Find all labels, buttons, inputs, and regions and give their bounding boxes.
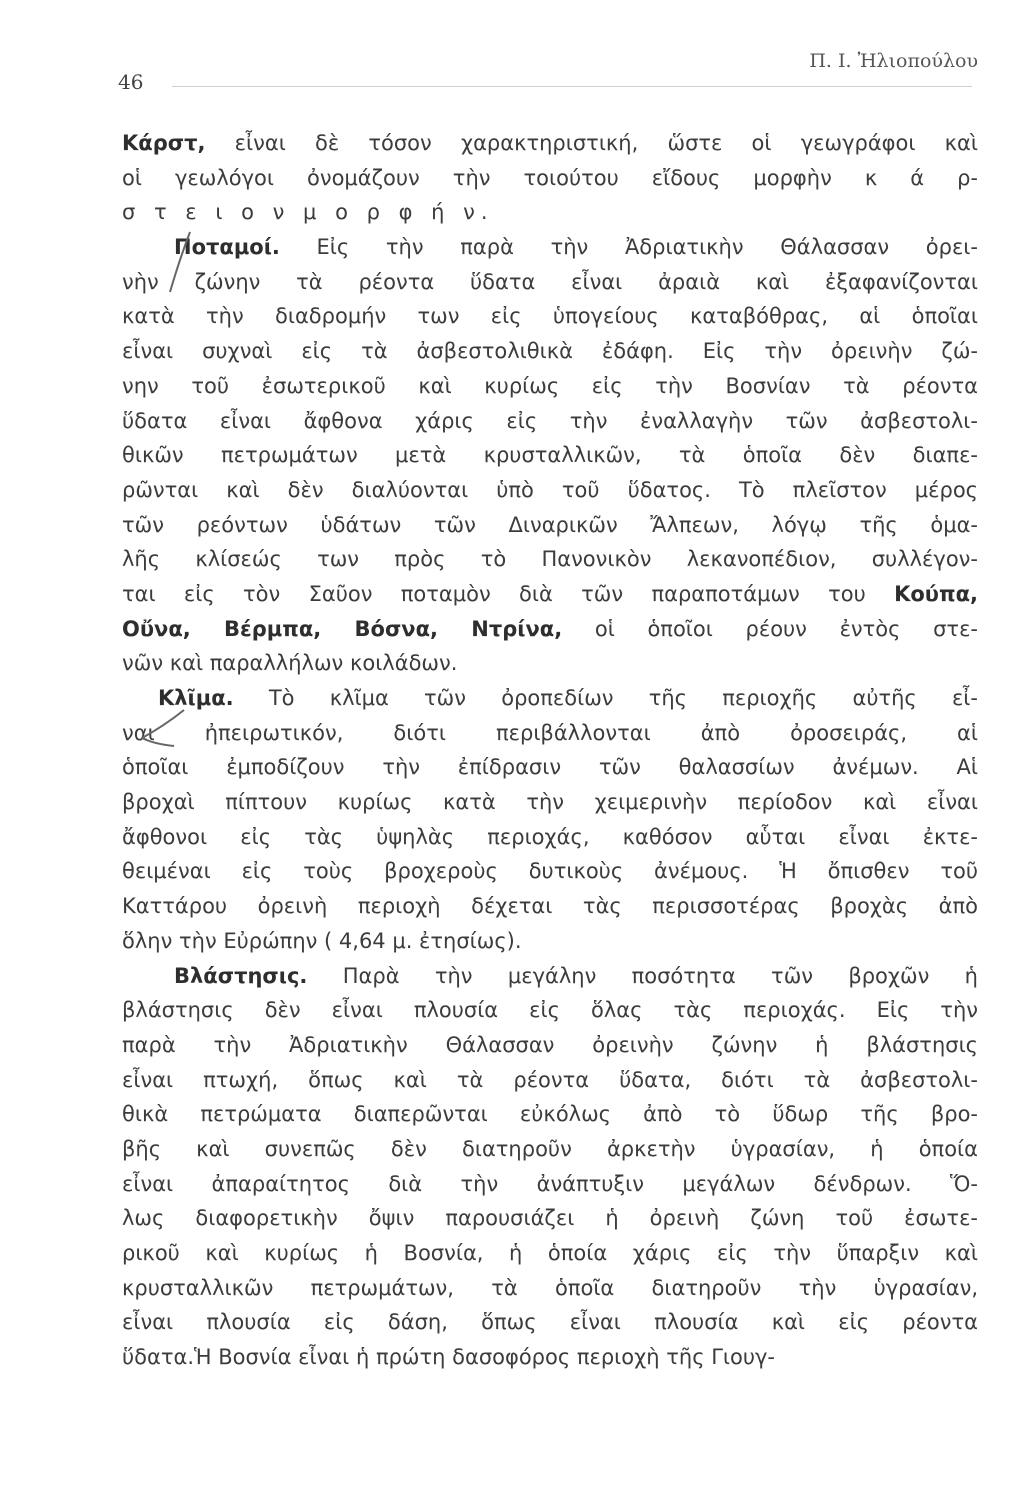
text-line [122,1305,978,1340]
bold-term: Κούπα, [894,581,978,606]
line-text: εἶναι πτωχή, ὅπως καὶ τὰ ρέοντα ὕδατα, διότι τὰ ἀσβεστολι- [122,1067,978,1092]
line-text: νην τοῦ ἐσωτερικοῦ καὶ κυρίως εἰς τὴν Βοσνίαν τὰ ρέοντα [122,373,978,398]
text-line [122,646,978,681]
text-line [122,1063,978,1098]
text-line [122,126,978,161]
text-line [122,1028,978,1063]
text-line [122,369,978,404]
line-text: ὕδατα εἶναι ἄφθονα χάρις εἰς τὴν ἐναλλαγὴν τῶν ἀσβεστολι- [122,408,978,433]
bold-heading: Κλῖμα. [158,686,234,710]
bold-heading: Κάρστ, [122,131,206,155]
line-text: παρὰ τὴν Ἀδριατικὴν Θάλασσαν ὀρεινὴν ζώνην ἡ βλάστησις [122,1032,978,1057]
page-number: 46 [118,70,144,94]
text-line [122,681,978,716]
line-text: βῆς καὶ συνεπῶς δὲν διατηροῦν ἀρκετὴν ὑγρασίαν, ἡ ὁποία [122,1136,978,1161]
text-line [122,1167,978,1202]
line-text: ὅλην τὴν Εὐρώπην ( 4,64 μ. ἐτησίως). [122,928,522,953]
line-text: ἄφθονοι εἰς τὰς ὑψηλὰς περιοχάς, καθόσον αὗται εἶναι ἐκτε- [122,824,978,849]
text-line [122,1236,978,1271]
line-text: κρυσταλλικῶν πετρωμάτων, τὰ ὁποῖα διατηροῦν τὴν ὑγρασίαν, [122,1275,978,1300]
text-line [122,334,978,369]
line-text: θικῶν πετρωμάτων μετὰ κρυσταλλικῶν, τὰ ὁποῖα δὲν διαπε- [122,443,978,468]
line-text: εἶναι συχναὶ εἰς τὰ ἀσβεστολιθικὰ ἐδάφη. Εἰς τὴν ὀρεινὴν ζώ- [122,339,978,364]
text-line [122,1097,978,1132]
bold-heading: Βλάστησις. [174,963,308,988]
text-line [122,438,978,473]
line-text: βλάστησις δὲν εἶναι πλουσία εἰς ὅλας τὰς περιοχάς. Εἰς τὴν [122,998,978,1023]
text-line [122,508,978,543]
text-line [122,299,978,334]
text-line [122,404,978,439]
bold-heading: Ποταμοί. [174,235,280,260]
line-text: βροχαὶ πίπτουν κυρίως κατὰ τὴν χειμερινὴν περίοδον καὶ εἶναι [122,790,978,815]
text-line [122,473,978,508]
line-text: Εἰς τὴν παρὰ τὴν Ἀδριατικὴν Θάλασσαν ὀρει- [279,235,978,260]
text-line [122,854,978,889]
text-line [122,195,978,230]
line-text: λως διαφορετικὴν ὄψιν παρουσιάζει ἡ ὀρεινὴ ζώνη τοῦ ἐσωτε- [122,1206,978,1231]
line-text: κατὰ τὴν διαδρομήν των εἰς ὑπογείους καταβόθρας, αἱ ὁποῖαι [122,304,978,329]
text-line [122,993,978,1028]
text-line [122,1132,978,1167]
text-line [122,924,978,959]
line-text: σ τ ε ι ο ν μ ο ρ φ ή ν. [122,200,494,225]
running-head: Π. Ι. Ἠλιοπούλου [809,50,978,72]
line-text: νὴν ζώνην τὰ ρέοντα ὕδατα εἶναι ἀραιὰ καὶ ἐξαφανίζονται [122,269,978,294]
line-text: οἱ ὁποῖοι ρέουν ἐντὸς στε- [562,616,978,641]
line-text: ται εἰς τὸν Σαῦον ποταμὸν διὰ τῶν παραποτάμων του [122,581,895,606]
line-text: εἶναι ἀπαραίτητος διὰ τὴν ἀνάπτυξιν μεγάλων δένδρων. Ὅ- [122,1171,978,1196]
line-text: Καττάρου ὀρεινὴ περιοχὴ δέχεται τὰς περισσοτέρας βροχὰς ἀπὸ [122,894,978,919]
text-line [122,1201,978,1236]
line-text: ὁποῖαι ἐμποδίζουν τὴν ἐπίδρασιν τῶν θαλασσίων ἀνέμων. Αἱ [122,755,978,780]
body-text [122,126,978,1375]
bold-heading: Οὔνα, Βέρμπα, Βόσνα, Ντρίνα, [122,616,563,641]
line-text: ρῶνται καὶ δὲν διαλύονται ὑπὸ τοῦ ὕδατος. Τὸ πλεῖστον μέρος [122,477,978,502]
line-text: Παρὰ τὴν μεγάλην ποσότητα τῶν βροχῶν ἡ [307,963,978,988]
text-line [122,959,978,994]
line-text: θειμέναι εἰς τοὺς βροχεροὺς δυτικοὺς ἀνέμους. Ἡ ὄπισθεν τοῦ [122,859,978,884]
line-text: εἶναι δὲ τόσον χαρακτηριστική, ὥστε οἱ γεωγράφοι καὶ [205,131,978,155]
line-text: λῆς κλίσεώς των πρὸς τὸ Πανονικὸν λεκανοπέδιον, συλλέγον- [122,547,978,572]
text-line [122,265,978,300]
text-line [122,750,978,785]
pencil-mark-rivers [160,228,200,298]
text-line [122,820,978,855]
text-line [122,1340,978,1375]
text-line [122,161,978,196]
line-text: Τὸ κλῖμα τῶν ὀροπεδίων τῆς περιοχῆς αὐτῆς εἶ- [233,686,978,710]
text-line [122,612,978,647]
line-text: θικὰ πετρώματα διαπερῶνται εὐκόλως ἀπὸ τὸ ὕδωρ τῆς βρο- [122,1102,978,1127]
text-line [122,542,978,577]
text-line [122,716,978,751]
line-text: οἱ γεωλόγοι ὀνομάζουν τὴν τοιούτου εἴδους μορφὴν κ ά ρ- [122,165,978,190]
text-line [122,1271,978,1306]
pencil-mark-climate [134,704,194,754]
text-line [122,230,978,265]
text-line [122,785,978,820]
page-header [118,50,978,94]
line-text: νῶν καὶ παραλλήλων κοιλάδων. [122,651,458,676]
line-text: ρικοῦ καὶ κυρίως ἡ Βοσνία, ἡ ὁποία χάρις εἰς τὴν ὕπαρξιν καὶ [122,1241,978,1265]
text-line [122,889,978,924]
header-rule [172,86,972,87]
line-text: τῶν ρεόντων ὑδάτων τῶν Διναρικῶν Ἄλπεων, λόγῳ τῆς ὁμα- [122,512,978,537]
line-text: ναι ἠπειρωτικόν, διότι περιβάλλονται ἀπὸ ὀροσειράς, αἱ [122,720,978,745]
line-text: ὕδατα.Ἡ Βοσνία εἶναι ἡ πρώτη δασοφόρος περιοχὴ τῆς Γιουγ- [122,1345,776,1370]
text-line [122,577,978,612]
line-text: εἶναι πλουσία εἰς δάση, ὅπως εἶναι πλουσία καὶ εἰς ρέοντα [122,1310,978,1335]
